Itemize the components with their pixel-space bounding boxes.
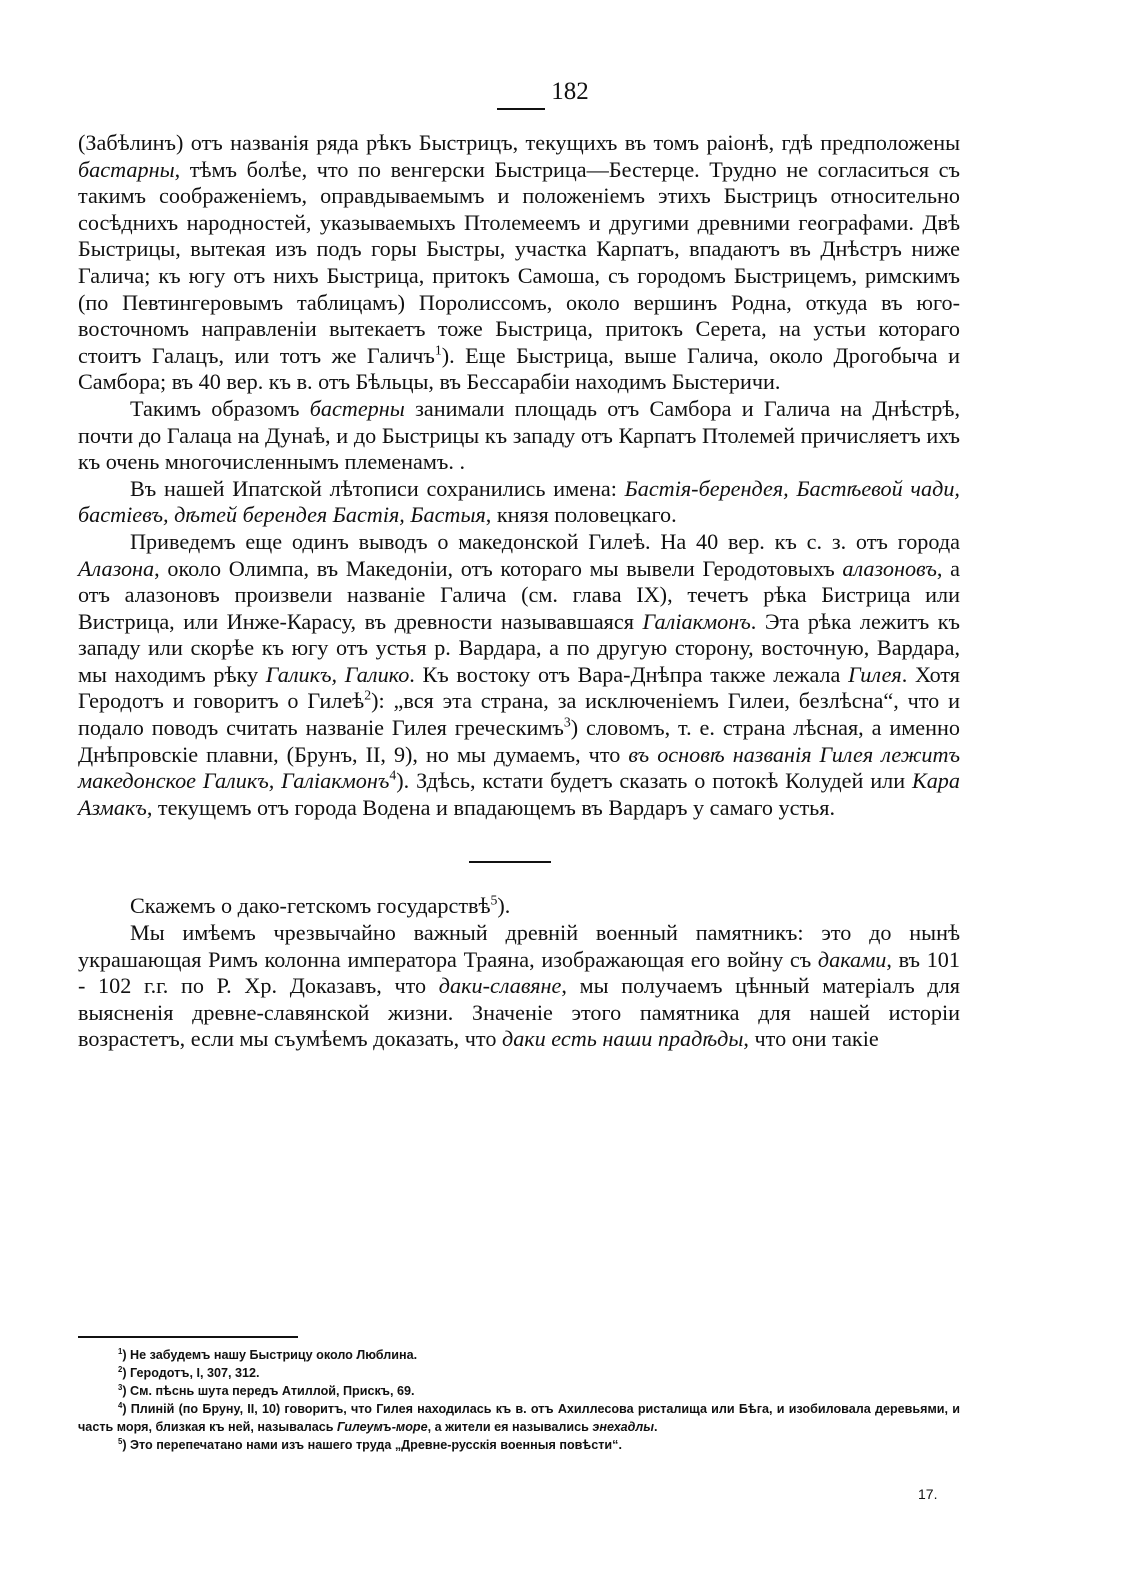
footnote-ref: 3: [118, 1382, 123, 1392]
italic-term: даки есть наши прадѣды: [501, 1026, 744, 1052]
footnote-3: $^3$) См. пѣснь шута передъ Атиллой, Прискъ, 69.: [118, 1382, 415, 1398]
paragraph-6: Мы имѣемъ чрезвычайно важный древній военный памятникъ: это до нынѣ украшающая Римъ колонна императора Траяна, изображающая его войну съ даками, въ 101 - 102 г.г. по Р. Хр. Доказавъ, что даки-славяне, мы получаемъ цѣнный матеріалъ для выясненія древне-славянской жизни. Значеніе этого памятника для нашей исторіи возрастетъ, если мы съумѣемъ доказать, что даки есть наши прадѣды, что они такіе: [78, 920, 960, 1052]
footnote-ref: 3: [563, 714, 571, 730]
paragraph-2: Такимъ образомъ бастерны занимали площадь отъ Самбора и Галича на Днѣстрѣ, почти до Галаца на Дунаѣ, и до Быстрицы къ западу отъ Карпатъ Птолемей причисляетъ ихъ къ очень многочисленнымъ племенамъ. .: [78, 395, 960, 475]
italic-term: Гилея: [848, 661, 902, 687]
italic-term: Алазона: [78, 555, 155, 581]
footnote-4: $^4$) Плиній (по Бруну, II, 10) говоритъ, что Гилея находилась къ в. отъ Ахиллесова ристалища или Бѣга, и изобиловала деревьями, и часть моря, близкая къ ней, называлась Гилеумъ-море, а жители ея назывались энехадлы.: [78, 1400, 960, 1434]
italic-term: бастарны: [78, 156, 175, 182]
footnotes: [78, 1346, 960, 1454]
italic-term: Галикъ, Галико: [265, 661, 410, 687]
paragraph-1: (Забѣлинъ) отъ названія ряда рѣкъ Быстрицъ, текущихъ въ томъ раіонѣ, гдѣ предположены бастарны, тѣмъ болѣе, что по венгерски Быстрица—Бестерце. Трудно не согласиться съ такимъ соображеніемъ, оправдываемымъ и положеніемъ этихъ Быстрицъ относительно сосѣднихъ народностей, указываемыхъ Птолемеемъ и другими древними географами. Двѣ Быстрицы, вытекая изъ подъ горы Быстры, участка Карпатъ, впадаютъ въ Днѣстръ ниже Галича; къ югу отъ нихъ Быстрица, притокъ Самоша, съ городомъ Быстрицемъ, римскимъ (по Певтингеровымъ таблицамъ) Поролиссомъ, около вершинъ Родна, откуда въ юго-восточномъ направленіи вытекаетъ тоже Быстрица, притокъ Серета, на устьи котораго стоитъ Галацъ, или тотъ же Галичъ$^1$). Еще Быстрица, выше Галича, около Дрогобыча и Самбора; въ 40 вер. къ в. отъ Бѣльцы, въ Бессарабіи находимъ Быстеричи.: [78, 130, 960, 395]
italic-term: энехадлы: [592, 1420, 655, 1434]
italic-term: Бастія-берендея, Бастѣевой чади, бастіевъ, дѣтей берендея Бастія, Бастыя: [78, 475, 960, 528]
italic-term: алазоновъ: [842, 555, 937, 581]
footnote-ref: 4: [118, 1400, 123, 1410]
paragraph-3: Въ нашей Ипатской лѣтописи сохранились имена: Бастія-берендея, Бастѣевой чади, бастіевъ, дѣтей берендея Бастія, Бастыя, князя половецкаго.: [78, 475, 960, 528]
section-separator: [469, 861, 551, 863]
italic-term: бастерны: [309, 395, 405, 421]
main-text: [78, 130, 960, 1053]
italic-term: даками: [817, 946, 887, 972]
footnote-1: $^1$) Не забудемъ нашу Быстрицу около Люблина.: [118, 1346, 418, 1362]
signature-mark: 17.: [918, 1486, 938, 1502]
italic-term: Гилеумъ-море: [337, 1420, 428, 1434]
italic-term: въ основѣ названія Гилея лежитъ македонское Галикъ, Галіакмонъ: [78, 741, 960, 794]
footnote-ref: 5: [490, 893, 498, 909]
italic-term: даки-славяне: [438, 973, 562, 999]
paragraph-4: Приведемъ еще одинъ выводъ о македонской Гилеѣ. На 40 вер. къ с. з. отъ города Алазона, около Олимпа, въ Македоніи, отъ котораго мы вывели Геродотовыхъ алазоновъ, а отъ алазоновъ произвели названіе Галича (см. глава IX), течетъ рѣка Бистрица или Вистрица, или Инже-Карасу, въ древности называвшаяся Галіакмонъ. Эта рѣка лежитъ къ западу или скорѣе къ югу отъ устья р. Вардара, а по другую сторону, восточную, Вардара, мы находимъ рѣку Галикъ, Галико. Къ востоку отъ Вара-Днѣпра также лежала Гилея. Хотя Геродотъ и говоритъ о Гилеѣ$^2$): „вся эта страна, за исключеніемъ Гилеи, безлѣсна“, что и подало поводъ считать названіе Гилея греческимъ$^3$) словомъ, т. е. страна лѣсная, а именно Днѣпровскіе плавни, (Брунъ, II, 9), но мы думаемъ, что въ основѣ названія Гилея лежитъ македонское Галикъ, Галіакмонъ$^4$). Здѣсь, кстати будетъ сказать о потокѣ Колудей или Кара Азмакъ, текущемъ отъ города Водена и впадающемъ въ Вардаръ у самаго устья.: [78, 528, 960, 820]
footnote-ref: 2: [118, 1364, 123, 1374]
footnote-rule: [78, 1336, 298, 1338]
footnote-5: $^5$) Это перепечатано нами изъ нашего труда „Древне-русскія военныя повѣсти“.: [118, 1436, 622, 1452]
footnote-ref: 5: [118, 1436, 123, 1446]
italic-term: Галіакмонъ: [642, 608, 751, 634]
page-number-underline: [497, 108, 545, 110]
footnote-ref: 4: [389, 767, 397, 783]
footnote-ref: 1: [434, 342, 442, 358]
footnote-2: $^2$) Геродотъ, I, 307, 312.: [118, 1364, 260, 1380]
footnote-ref: 2: [364, 688, 372, 704]
italic-term: Кара Азмакъ: [78, 768, 960, 820]
paragraph-5: Скажемъ о дако-гетскомъ государствѣ$^5$).: [130, 893, 511, 919]
page-number: 182: [551, 78, 589, 105]
footnote-ref: 1: [118, 1346, 123, 1356]
